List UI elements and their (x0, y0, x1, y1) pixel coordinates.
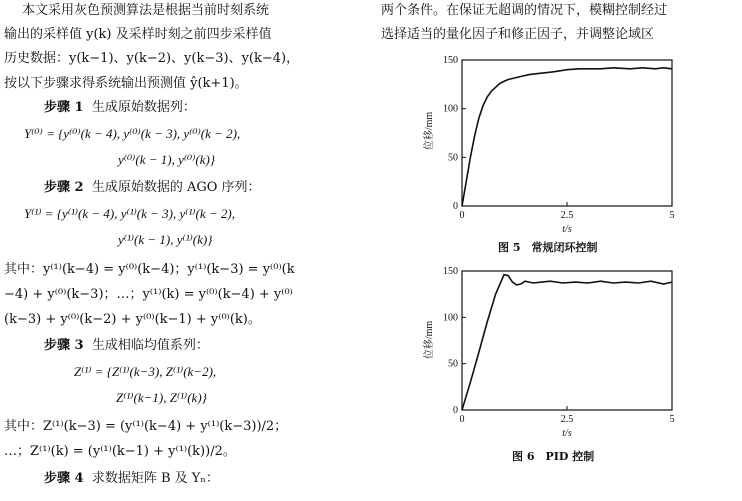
right-paragraph-line-2: 选择适当的量化因子和修正因子，并调整论域区 (381, 27, 655, 42)
figure-6-svg (410, 265, 710, 445)
y-tick-label: 50 (448, 358, 458, 370)
y-tick-label: 50 (448, 152, 458, 164)
series-line (462, 68, 672, 206)
x-tick-label: 2.5 (560, 210, 574, 221)
x-tick-label: 0 (459, 210, 465, 221)
equation-2b: y⁽¹⁾(k − 1), y⁽¹⁾(k)} (118, 232, 213, 247)
step-1-heading (44, 100, 196, 116)
y-tick-label: 100 (443, 312, 458, 324)
figure-5-svg (410, 46, 710, 244)
paragraph-line-3: 历史数据：y(k−1)、y(k−2)、y(k−3)、y(k−4)， (4, 51, 300, 66)
step-2-text: 生成原始数据的 AGO 序列： (91, 180, 261, 195)
where-line-2: −4) + y⁽⁰⁾(k−3)；…；y⁽¹⁾(k) = y⁽⁰⁾(k−4) + y⁽⁰⁾ (4, 287, 293, 302)
step-2-heading (44, 180, 261, 196)
y-tick-label: 150 (443, 266, 458, 277)
y-axis-label: 位移/mm (424, 111, 435, 151)
figure-5-caption: 图 5 常规闭环控制 (498, 241, 598, 254)
figure-5-chart (410, 46, 710, 244)
step-4-heading (44, 471, 219, 487)
step-4-label: 步骤 4 (44, 471, 84, 486)
x-axis-label: t/s (562, 224, 572, 235)
y-tick-label: 150 (443, 55, 458, 66)
plot-frame (462, 60, 672, 206)
equation-3a: Z⁽¹⁾ = {Z⁽¹⁾(k−3), Z⁽¹⁾(k−2), (74, 364, 217, 379)
step-3-label: 步骤 3 (44, 338, 84, 353)
where-line-4: 其中：Z⁽¹⁾(k−3) = (y⁽¹⁾(k−4) + y⁽¹⁾(k−3))/2； (4, 419, 288, 434)
where-line-5: …；Z⁽¹⁾(k) = (y⁽¹⁾(k−1) + y⁽¹⁾(k))/2。 (4, 444, 236, 459)
equation-2a: Y⁽¹⁾ = {y⁽¹⁾(k − 4), y⁽¹⁾(k − 3), y⁽¹⁾(k − 2), (24, 206, 235, 221)
y-tick-label: 0 (453, 405, 458, 416)
plot-frame (462, 271, 672, 410)
figure-6-caption: 图 6 PID 控制 (512, 450, 595, 463)
where-line-3: (k−3) + y⁽⁰⁾(k−2) + y⁽⁰⁾(k−1) + y⁽⁰⁾(k)。 (4, 312, 261, 327)
equation-1a: Y⁽⁰⁾ = {y⁽⁰⁾(k − 4), y⁽⁰⁾(k − 3), y⁽⁰⁾(k − 2), (24, 126, 241, 141)
figure-6-chart (410, 265, 710, 445)
equation-1b: y⁽⁰⁾(k − 1), y⁽⁰⁾(k)} (118, 152, 216, 167)
y-tick-label: 0 (453, 201, 458, 212)
step-3-heading (44, 338, 209, 354)
x-tick-label: 2.5 (560, 414, 574, 425)
x-axis-label: t/s (562, 428, 572, 439)
step-1-label: 步骤 1 (44, 100, 84, 115)
x-tick-label: 0 (459, 414, 465, 425)
step-4-text: 求数据矩阵 B 及 Yₙ： (91, 471, 220, 486)
equation-3b: Z⁽¹⁾(k−1), Z⁽¹⁾(k)} (116, 390, 207, 405)
series-line (462, 275, 672, 410)
x-tick-label: 5 (669, 414, 675, 425)
y-axis-label: 位移/mm (424, 320, 435, 360)
paragraph-line-4: 按以下步骤求得系统输出预测值 ŷ(k+1)。 (4, 76, 248, 91)
step-3-text: 生成相临均值系列： (91, 338, 209, 353)
where-line-1: 其中：y⁽¹⁾(k−4) = y⁽⁰⁾(k−4)；y⁽¹⁾(k−3) = y⁽⁰⁾(k (4, 262, 295, 277)
paragraph-line-1: 本文采用灰色预测算法是根据当前时刻系统 (22, 3, 270, 18)
step-2-label: 步骤 2 (44, 180, 84, 195)
right-paragraph-line-1: 两个条件。在保证无超调的情况下，模糊控制经过 (381, 3, 668, 18)
x-tick-label: 5 (669, 210, 675, 221)
paragraph-line-2: 输出的采样值 y(k) 及采样时刻之前四步采样值 (4, 27, 272, 42)
step-1-text: 生成原始数据列： (91, 100, 196, 115)
y-tick-label: 100 (443, 103, 458, 115)
